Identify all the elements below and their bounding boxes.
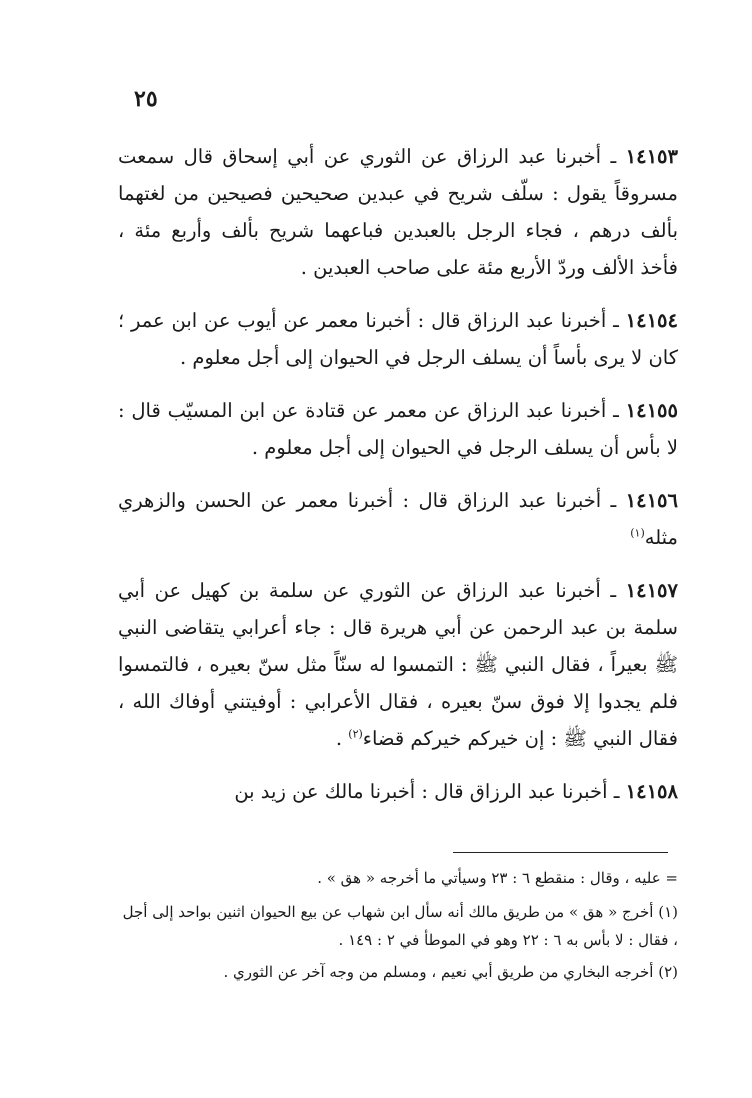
hadith-number: ١٤١٥٥ [625,399,678,422]
footnote-1 [118,898,678,954]
hadith-14156 [118,482,678,556]
footnote-continuation: = عليه ، وقال : منقطع ٦ : ٢٣ وسيأتي ما أخرجه « هق » . [317,869,678,887]
hadith-number: ١٤١٥٦ [625,489,678,512]
hadith-number: ١٤١٥٧ [625,579,678,602]
hadith-14155 [118,392,678,466]
hadith-body [118,138,678,826]
hadith-14154 [118,302,678,376]
footnote-marker: (٢) [658,963,678,981]
hadith-14153 [118,138,678,286]
footnote-ref: (١) [630,526,645,540]
hadith-text: ـ أخبرنا عبد الرزاق عن الثوري عن أبي إسحاق قال سمعت مسروقاً يقول : سلّف شريح في عبدين صحيحين فصيحين من لغتهما بألف درهم ، فجاء الرجل بالعبدين فباعهما شريح بألف وأربع مئة ، فأخذ الألف وردّ الأربع مئة على صاحب العبدين . [118,145,678,279]
hadith-text: ـ أخبرنا عبد الرزاق عن معمر عن قتادة عن ابن المسيّب قال : لا بأس أن يسلف الرجل في الحيوان إلى أجل معلوم . [118,399,678,459]
hadith-text: ـ أخبرنا عبد الرزاق عن الثوري عن سلمة بن كهيل عن أبي سلمة بن عبد الرحمن عن أبي هريرة قال : جاء أعرابي يتقاضى النبي ﷺ بعيراً ، فقال النبي ﷺ : التمسوا له سنّاً مثل سنّ بعيره ، فالتمسوا فلم يجدوا إلا فوق سنّ بعيره ، فقال الأعرابي : أوفيتني أوفاك الله ، فقال النبي ﷺ : إن خيركم خيركم قضاء [118,579,678,750]
footnote-text: أخرج « هق » من طريق مالك أنه سأل ابن شهاب عن بيع الحيوان اثنين بواحد إلى أجل ، فقال : لا بأس به ٦ : ٢٢ وهو في الموطأ في ٢ : ١٤٩ . [122,903,678,949]
hadith-text: ـ أخبرنا عبد الرزاق قال : أخبرنا معمر عن الحسن والزهري مثله [118,489,678,549]
hadith-number: ١٤١٥٤ [625,309,678,332]
hadith-text: ـ أخبرنا عبد الرزاق قال : أخبرنا معمر عن أيوب عن ابن عمر ؛ كان لا يرى بأساً أن يسلف الرجل في الحيوان إلى أجل معلوم . [118,309,678,369]
hadith-text: ـ أخبرنا عبد الرزاق قال : أخبرنا مالك عن زيد بن [234,780,626,803]
footnotes [118,864,678,990]
footnote-text: أخرجه البخاري من طريق أبي نعيم ، ومسلم من وجه آخر عن الثوري . [223,963,659,981]
page-number: ٢٥ [134,86,158,112]
hadith-14158 [118,773,678,810]
hadith-number: ١٤١٥٣ [625,145,678,168]
footnote-marker: (١) [658,903,678,921]
footnote-2 [118,958,678,986]
footnote-divider [453,852,668,853]
hadith-text-end: . [335,727,349,750]
footnote-ref: (٢) [348,727,363,741]
hadith-number: ١٤١٥٨ [625,780,678,803]
hadith-14157 [118,572,678,757]
